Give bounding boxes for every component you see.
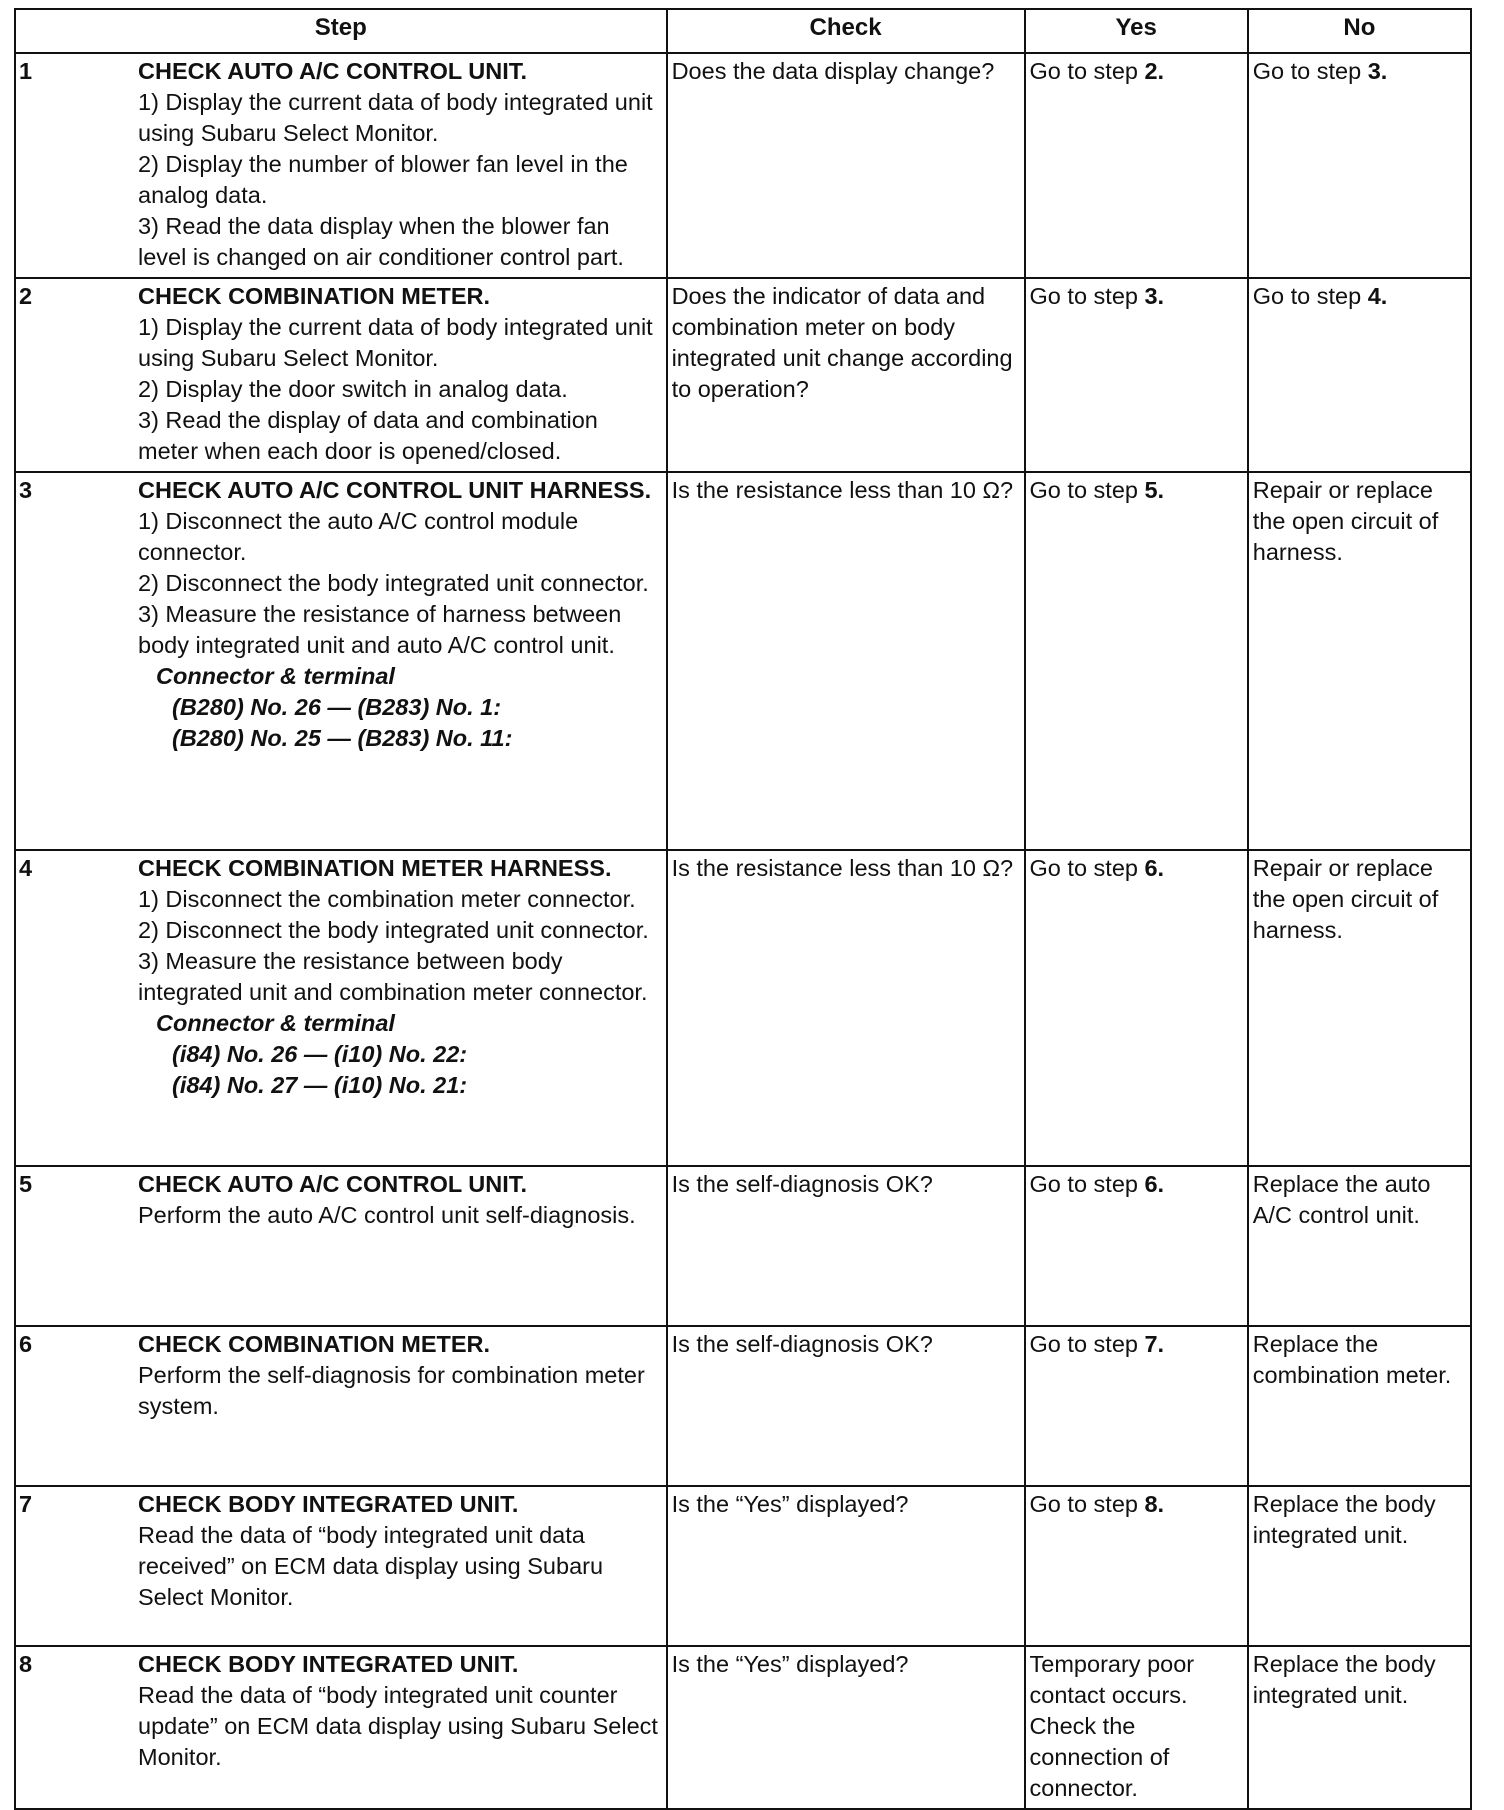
step-body	[138, 851, 666, 1105]
no-cell	[1248, 53, 1471, 278]
table-row	[15, 472, 1471, 850]
table-row	[15, 53, 1471, 278]
step-body	[138, 54, 666, 277]
connector-terminal: (i84) No. 27 — (i10) No. 21:	[172, 1072, 468, 1098]
connector-terminal: (B280) No. 25 — (B283) No. 11:	[172, 725, 513, 751]
check-cell: Does the indicator of data and combination meter on body integrated unit change according to operation?	[667, 278, 1025, 472]
step-body	[138, 1167, 666, 1235]
step-title: CHECK BODY INTEGRATED UNIT.	[138, 1651, 519, 1677]
no-cell	[1248, 472, 1471, 850]
header-step: Step	[15, 9, 667, 53]
step-instruction: 2) Display the number of blower fan level in the analog data.	[138, 151, 628, 208]
no-text: Go to step	[1252, 58, 1368, 84]
check-cell: Is the “Yes” displayed?	[667, 1646, 1025, 1809]
no-cell	[1248, 1646, 1471, 1809]
yes-step-ref: 6.	[1144, 855, 1165, 881]
yes-text: Go to step	[1029, 58, 1145, 84]
yes-cell	[1025, 1166, 1248, 1326]
no-text: Replace the body integrated unit.	[1252, 1491, 1436, 1548]
no-cell	[1248, 278, 1471, 472]
step-instruction: 2) Disconnect the body integrated unit connector.	[138, 917, 649, 943]
no-text: Replace the combination meter.	[1252, 1331, 1452, 1388]
step-instruction: Read the data of “body integrated unit data received” on ECM data display using Subaru Select Monitor.	[138, 1522, 604, 1610]
step-title: CHECK COMBINATION METER.	[138, 283, 491, 309]
header-row	[15, 9, 1471, 53]
step-instruction: 3) Measure the resistance between body integrated unit and combination meter connector.	[138, 948, 648, 1005]
step-instruction: 2) Disconnect the body integrated unit connector.	[138, 570, 649, 596]
yes-text: Go to step	[1029, 1171, 1145, 1197]
table-body	[15, 53, 1471, 1809]
yes-step-ref: 5.	[1144, 477, 1165, 503]
step-cell	[15, 1646, 667, 1809]
connector-terminal: (i84) No. 26 — (i10) No. 22:	[172, 1041, 468, 1067]
step-instruction: Perform the auto A/C control unit self-diagnosis.	[138, 1202, 636, 1228]
header-no: No	[1248, 9, 1471, 53]
yes-step-ref: 6.	[1144, 1171, 1165, 1197]
step-number: 5	[19, 1171, 33, 1197]
yes-cell	[1025, 278, 1248, 472]
step-title: CHECK BODY INTEGRATED UNIT.	[138, 1491, 519, 1517]
yes-cell	[1025, 1646, 1248, 1809]
step-instruction: 2) Display the door switch in analog data.	[138, 376, 568, 402]
step-cell	[15, 1326, 667, 1486]
check-cell: Is the self-diagnosis OK?	[667, 1166, 1025, 1326]
check-cell: Is the self-diagnosis OK?	[667, 1326, 1025, 1486]
yes-text: Go to step	[1029, 1331, 1145, 1357]
step-instruction: Perform the self-diagnosis for combination meter system.	[138, 1362, 645, 1419]
step-body	[138, 1487, 666, 1617]
table-row	[15, 1326, 1471, 1486]
step-instruction: 1) Disconnect the auto A/C control module connector.	[138, 508, 579, 565]
step-body	[138, 1327, 666, 1426]
step-body	[138, 279, 666, 471]
yes-cell	[1025, 1326, 1248, 1486]
step-cell	[15, 1486, 667, 1646]
step-number: 4	[19, 855, 33, 881]
step-cell	[15, 850, 667, 1166]
step-number: 2	[19, 283, 33, 309]
step-instruction: 3) Read the display of data and combination meter when each door is opened/closed.	[138, 407, 598, 464]
step-body	[138, 473, 666, 758]
yes-cell	[1025, 472, 1248, 850]
no-step-ref: 3.	[1367, 58, 1388, 84]
step-title: CHECK COMBINATION METER HARNESS.	[138, 855, 612, 881]
check-cell: Is the “Yes” displayed?	[667, 1486, 1025, 1646]
step-number: 7	[19, 1491, 33, 1517]
table-row	[15, 1166, 1471, 1326]
yes-cell	[1025, 53, 1248, 278]
check-cell: Does the data display change?	[667, 53, 1025, 278]
step-body	[138, 1647, 666, 1777]
connector-title: Connector & terminal	[156, 1010, 395, 1036]
yes-text: Go to step	[1029, 1491, 1145, 1517]
table-row	[15, 850, 1471, 1166]
no-text: Go to step	[1252, 283, 1368, 309]
yes-text: Go to step	[1029, 283, 1145, 309]
no-text: Repair or replace the open circuit of harness.	[1252, 855, 1439, 943]
table-row	[15, 1486, 1471, 1646]
no-cell	[1248, 850, 1471, 1166]
yes-step-ref: 8.	[1144, 1491, 1165, 1517]
step-number: 3	[19, 477, 33, 503]
no-step-ref: 4.	[1367, 283, 1388, 309]
yes-cell	[1025, 1486, 1248, 1646]
step-number: 6	[19, 1331, 33, 1357]
yes-text: Go to step	[1029, 477, 1145, 503]
header-check: Check	[667, 9, 1025, 53]
step-instruction: 1) Display the current data of body integrated unit using Subaru Select Monitor.	[138, 314, 653, 371]
yes-cell	[1025, 850, 1248, 1166]
step-instruction: 1) Disconnect the combination meter connector.	[138, 886, 636, 912]
yes-step-ref: 7.	[1144, 1331, 1165, 1357]
step-instruction: 3) Measure the resistance of harness between body integrated unit and auto A/C control unit.	[138, 601, 622, 658]
no-cell	[1248, 1486, 1471, 1646]
no-cell	[1248, 1166, 1471, 1326]
step-title: CHECK AUTO A/C CONTROL UNIT.	[138, 58, 528, 84]
no-text: Replace the auto A/C control unit.	[1252, 1171, 1431, 1228]
no-text: Repair or replace the open circuit of harness.	[1252, 477, 1439, 565]
no-text: Replace the body integrated unit.	[1252, 1651, 1436, 1708]
step-cell	[15, 53, 667, 278]
table-row	[15, 1646, 1471, 1809]
check-cell: Is the resistance less than 10 Ω?	[667, 472, 1025, 850]
step-title: CHECK COMBINATION METER.	[138, 1331, 491, 1357]
step-number: 1	[19, 58, 33, 84]
yes-step-ref: 2.	[1144, 58, 1165, 84]
table-row	[15, 278, 1471, 472]
step-cell	[15, 278, 667, 472]
step-cell	[15, 1166, 667, 1326]
step-title: CHECK AUTO A/C CONTROL UNIT.	[138, 1171, 528, 1197]
check-cell: Is the resistance less than 10 Ω?	[667, 850, 1025, 1166]
header-yes: Yes	[1025, 9, 1248, 53]
no-cell	[1248, 1326, 1471, 1486]
yes-text: Go to step	[1029, 855, 1145, 881]
step-instruction: Read the data of “body integrated unit counter update” on ECM data display using Subaru Select Monitor.	[138, 1682, 658, 1770]
connector-terminal: (B280) No. 26 — (B283) No. 1:	[172, 694, 502, 720]
connector-title: Connector & terminal	[156, 663, 395, 689]
step-instruction: 3) Read the data display when the blower fan level is changed on air conditioner control part.	[138, 213, 624, 270]
step-instruction: 1) Display the current data of body integrated unit using Subaru Select Monitor.	[138, 89, 653, 146]
yes-text: Temporary poor contact occurs. Check the connection of connector.	[1029, 1651, 1195, 1801]
diagnostic-table	[14, 8, 1472, 1810]
yes-step-ref: 3.	[1144, 283, 1165, 309]
step-cell	[15, 472, 667, 850]
step-number: 8	[19, 1651, 33, 1677]
step-title: CHECK AUTO A/C CONTROL UNIT HARNESS.	[138, 477, 652, 503]
